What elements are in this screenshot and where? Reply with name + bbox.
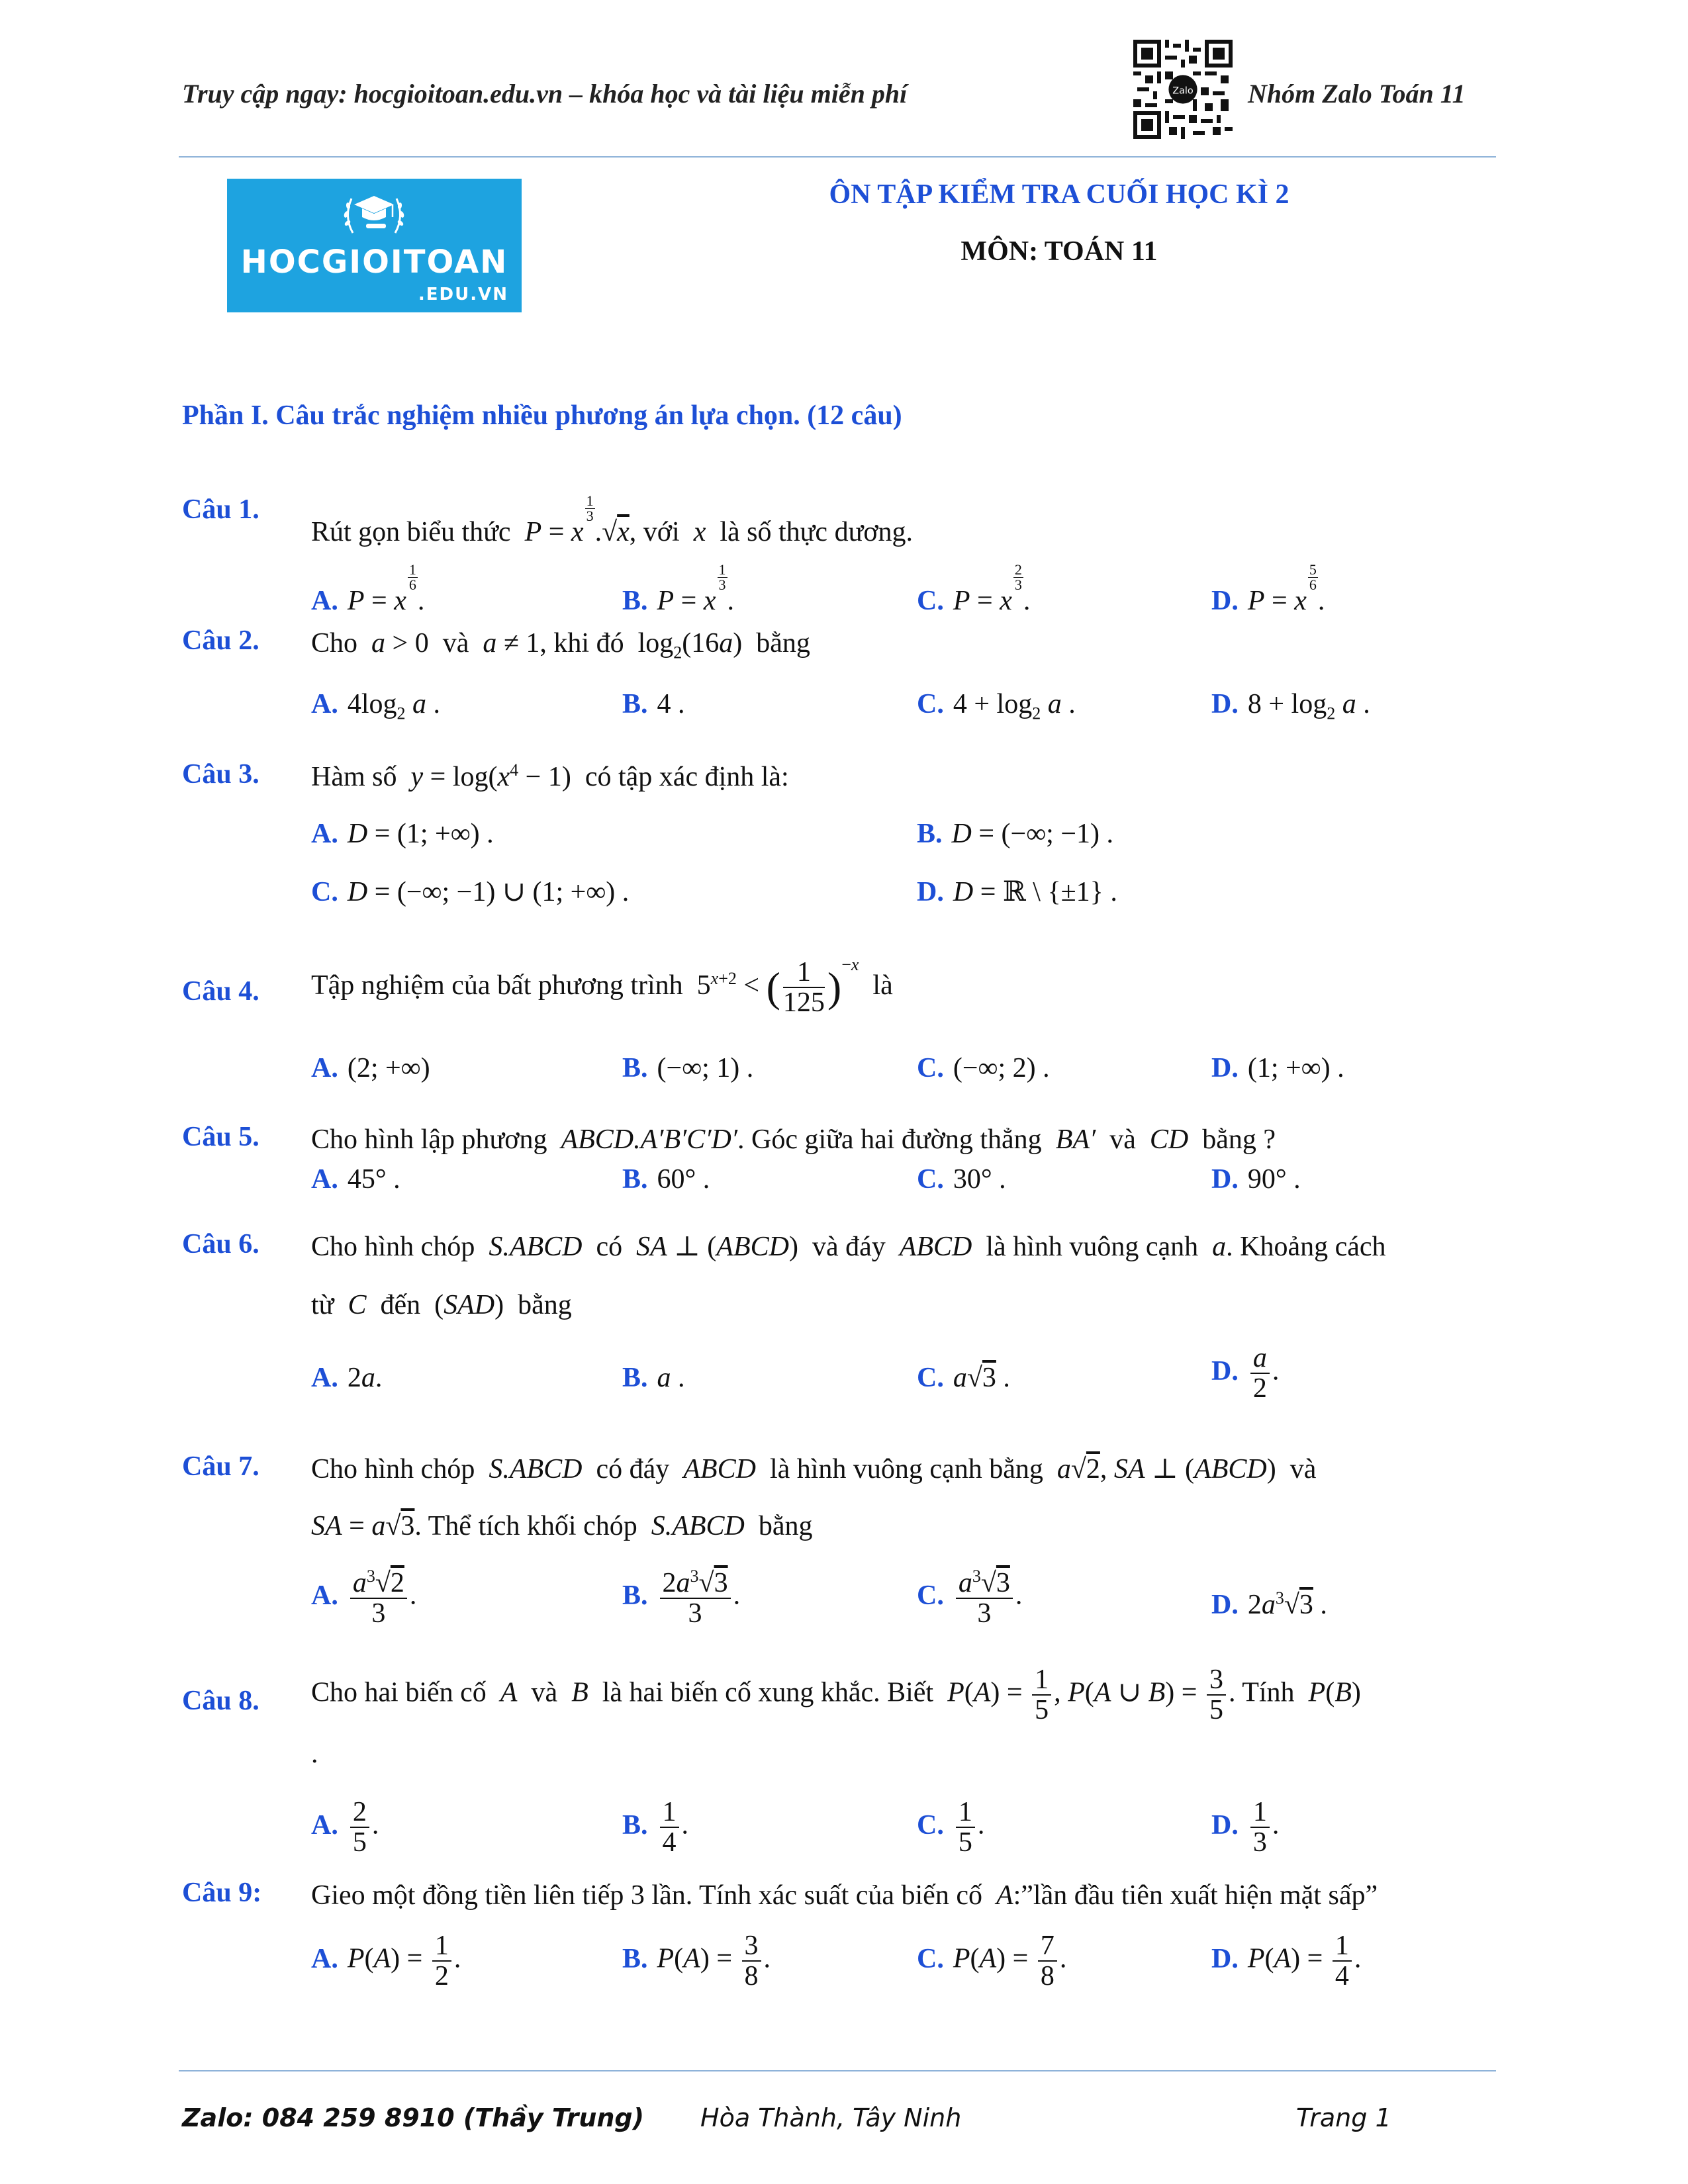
question-7-option-b[interactable]: B. $\frac{2a^3√3}{3}$ . bbox=[622, 1567, 741, 1629]
question-6-option-d[interactable]: D. $\frac{a}{2}$ . bbox=[1211, 1343, 1280, 1404]
question-4-text: Tập nghiệm của bất phương trình $5^{x+2}$ < ( $\frac{1}{125}$ )$^{-x}$ là bbox=[311, 955, 893, 1019]
logo-brand: HOCGIOITOAN bbox=[240, 244, 508, 281]
footer-page-number: Trang 1 bbox=[1296, 2103, 1391, 2132]
question-3-option-b[interactable]: B. D = (−∞; −1) . bbox=[917, 819, 1114, 849]
question-8-label: Câu 8. bbox=[182, 1686, 259, 1716]
qr-center-label: Zalo bbox=[1172, 85, 1194, 97]
question-2-option-a[interactable]: A. $4\log_2$ a . bbox=[311, 689, 441, 723]
question-7-text-line2: SA = a√3. Thể tích khối chóp S.ABCD bằng bbox=[311, 1511, 813, 1541]
question-8-text: Cho hai biến cố A và B là hai biến cố xung khắc. Biết P(A) = $\frac{1}{5}$ , P(A ∪ B) = $\frac{3}{5}$ . Tính P(B) bbox=[311, 1664, 1361, 1726]
footer-zalo: Zalo: 084 259 8910 (Thầy Trung) bbox=[182, 2103, 644, 2132]
question-6-option-a[interactable]: A. 2a. bbox=[311, 1363, 383, 1393]
question-7-option-a[interactable]: A. $\frac{a^3√2}{3}$ . bbox=[311, 1567, 417, 1629]
question-9-option-c[interactable]: C. P(A) = $\frac{7}{8}$ . bbox=[917, 1931, 1067, 1992]
question-4-option-c[interactable]: C. (−∞; 2) . bbox=[917, 1053, 1050, 1083]
graduation-cap-laurel-icon bbox=[341, 187, 407, 240]
question-4-label: Câu 4. bbox=[182, 976, 259, 1007]
footer-place: Hòa Thành, Tây Ninh bbox=[700, 2103, 962, 2132]
question-7-option-d[interactable]: D. $2a^3√3$ . bbox=[1211, 1588, 1327, 1620]
question-3-option-d[interactable]: D. D = ℝ \ {±1} . bbox=[917, 877, 1117, 907]
question-7-text: Cho hình chóp S.ABCD có đáy ABCD là hình vuông cạnh bằng a√2, SA ⊥ (ABCD) và bbox=[311, 1454, 1317, 1484]
question-8-option-d[interactable]: D. $\frac{1}{3}$ . bbox=[1211, 1797, 1280, 1858]
subject-title: MÔN: TOÁN 11 bbox=[961, 236, 1158, 267]
question-5-option-a[interactable]: A. 45° . bbox=[311, 1164, 400, 1195]
question-6-option-b[interactable]: B. a . bbox=[622, 1363, 685, 1393]
question-9-label: Câu 9: bbox=[182, 1878, 262, 1908]
question-9-option-a[interactable]: A. P(A) = $\frac{1}{2}$ . bbox=[311, 1931, 461, 1992]
question-5-text: Cho hình lập phương ABCD.A′B′C′D′. Góc giữa hai đường thẳng BA′ và CD bằng ? bbox=[311, 1124, 1276, 1155]
question-1-option-c[interactable]: C. P = x $\frac{2}{3}$ . bbox=[917, 561, 1031, 616]
question-8-option-a[interactable]: A. $\frac{2}{5}$ . bbox=[311, 1797, 379, 1858]
question-5-label: Câu 5. bbox=[182, 1122, 259, 1152]
question-5-option-b[interactable]: B. 60° . bbox=[622, 1164, 710, 1195]
hocgioitoan-logo[interactable] bbox=[227, 179, 522, 312]
question-9-option-b[interactable]: B. P(A) = $\frac{3}{8}$ . bbox=[622, 1931, 771, 1992]
question-3-option-a[interactable]: A. D = (1; +∞) . bbox=[311, 819, 494, 849]
question-8-option-b[interactable]: B. $\frac{1}{4}$ . bbox=[622, 1797, 689, 1858]
header-left-text: Truy cập ngay: hocgioitoan.edu.vn – khóa học và tài liệu miễn phí bbox=[182, 79, 908, 109]
question-6-option-c[interactable]: C. a√3 . bbox=[917, 1363, 1010, 1393]
question-8-option-c[interactable]: C. $\frac{1}{5}$ . bbox=[917, 1797, 985, 1858]
question-3-text: Hàm số $y = \log(x^4 - 1)$ có tập xác định là: bbox=[311, 760, 789, 792]
question-9-option-d[interactable]: D. P(A) = $\frac{1}{4}$ . bbox=[1211, 1931, 1362, 1992]
question-7-label: Câu 7. bbox=[182, 1451, 259, 1482]
question-3-option-c[interactable]: C. D = (−∞; −1) ∪ (1; +∞) . bbox=[311, 877, 630, 907]
question-4-option-d[interactable]: D. (1; +∞) . bbox=[1211, 1053, 1344, 1083]
question-2-label: Câu 2. bbox=[182, 625, 259, 656]
question-4-option-a[interactable]: A. (2; +∞) bbox=[311, 1053, 430, 1083]
question-2-option-b[interactable]: B. 4 . bbox=[622, 689, 685, 719]
question-1-text: Rút gọn biểu thức P = x $\frac{1}{3}$ .√x, với x là số thực dương. bbox=[311, 492, 914, 547]
question-5-option-c[interactable]: C. 30° . bbox=[917, 1164, 1006, 1195]
question-2-option-c[interactable]: C. $4 + \log_2 a$ . bbox=[917, 689, 1076, 723]
question-9-text: Gieo một đồng tiền liên tiếp 3 lần. Tính xác suất của biến cố A:”lần đầu tiên xuất hiện mặt sấp” bbox=[311, 1880, 1378, 1911]
question-2-text: Cho a > 0 và a ≠ 1, khi đó $\log_2(16a)$ bằng bbox=[311, 628, 810, 662]
question-8-trailing-dot: . bbox=[311, 1739, 318, 1769]
question-6-text: Cho hình chóp S.ABCD có SA ⊥ (ABCD) và đáy ABCD là hình vuông cạnh a. Khoảng cách bbox=[311, 1232, 1386, 1262]
question-2-option-d[interactable]: D. $8 + \log_2 a$ . bbox=[1211, 689, 1370, 723]
question-6-text-line2: từ C đến (SAD) bằng bbox=[311, 1290, 572, 1320]
question-7-option-c[interactable]: C. $\frac{a^3√3}{3}$ . bbox=[917, 1567, 1023, 1629]
part-heading: Phần I. Câu trắc nghiệm nhiều phương án lựa chọn. (12 câu) bbox=[182, 400, 902, 431]
qr-code-icon[interactable] bbox=[1133, 40, 1233, 139]
question-1-label: Câu 1. bbox=[182, 494, 259, 525]
footer-rule bbox=[179, 2070, 1496, 2071]
question-5-option-d[interactable]: D. 90° . bbox=[1211, 1164, 1301, 1195]
logo-subdomain: .EDU.VN bbox=[418, 285, 508, 304]
question-1-option-a[interactable]: A. P = x $\frac{1}{6}$ . bbox=[311, 561, 425, 616]
question-1-option-d[interactable]: D. P = x $\frac{5}{6}$ . bbox=[1211, 561, 1325, 616]
header-rule bbox=[179, 156, 1496, 158]
exam-title: ÔN TẬP KIỂM TRA CUỐI HỌC KÌ 2 bbox=[829, 179, 1289, 210]
question-1-option-b[interactable]: B. P = x $\frac{1}{3}$ . bbox=[622, 561, 735, 616]
question-4-option-b[interactable]: B. (−∞; 1) . bbox=[622, 1053, 754, 1083]
header-right-text: Nhóm Zalo Toán 11 bbox=[1248, 79, 1466, 109]
question-3-label: Câu 3. bbox=[182, 759, 259, 790]
question-6-label: Câu 6. bbox=[182, 1229, 259, 1259]
